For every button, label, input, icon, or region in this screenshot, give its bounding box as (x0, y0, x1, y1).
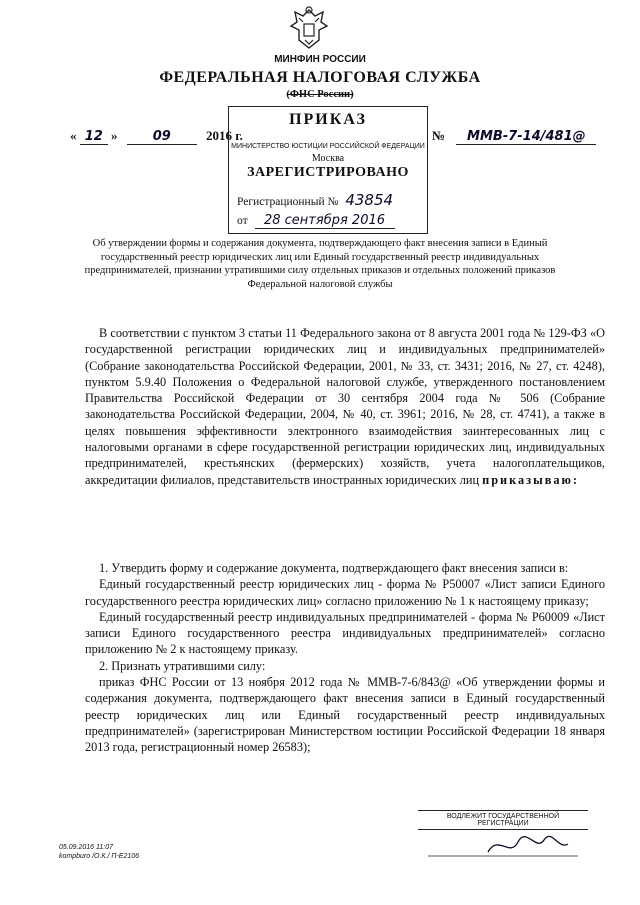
service-abbreviation: (ФНС России) (286, 89, 354, 100)
stamp-reg-number: 43854 (345, 191, 394, 209)
date-month: 09 (127, 129, 197, 145)
preamble-text: В соответствии с пунктом 3 статьи 11 Федерального закона от 8 августа 2001 года № 129-ФЗ «О государственной регистрации юридических лиц и индивидуальных предпринимателей» (Собрание законодательства Российской Федерации, 2001, № 33, ст. 3431; 2016, № 27, ст. 4248), пунктом 5.9.40 Положения о Федеральной налоговой службе, утвержденного постановлением Правительства Российской Федерации от 30 сентября 2004 года № 506 (Собрание законодательства Российской Федерации, 2004, № 40, ст. 3961; 2016, № 28, ст. 4741), а также в целях повышения эффективности электронного взаимодействия заинтересованных лиц с налоговыми органами в сфере государственной регистрации юридических лиц, индивидуальных предпринимателей, крестьянских (фермерских) хозяйств, учета налогоплательщиков, аккредитации филиалов, представительств иностранных юридических лиц (85, 326, 605, 487)
order-subject: Об утверждении формы и содержания документа, подтверждающего факт внесения записи в Единый государственный реестр юридических лиц или Единый государственный реестр индивидуальных предпринимателей, признании утратившими силу отдельных приказов и отдельных положений приказов Федеральной налоговой службы (84, 238, 556, 290)
footer-timestamp: 05.09.2016 11:07 (59, 844, 113, 851)
print-footer (59, 843, 139, 861)
stamp-title: ПРИКАЗ (289, 111, 367, 128)
date-open-quote: « (70, 128, 77, 143)
stamp-reg-label: Регистрационный № (237, 196, 339, 208)
clause-2: 2. Признать утратившими силу: (99, 658, 266, 673)
state-emblem-icon (285, 4, 333, 52)
stamp-ministry: МИНИСТЕРСТВО ЮСТИЦИИ РОССИЙСКОЙ ФЕДЕРАЦИИ (231, 143, 425, 150)
stamp-city: Москва (311, 153, 345, 164)
preamble-paragraph (85, 325, 605, 488)
sig-stamp-line-1: ВОДЛЕЖИТ ГОСУДАРСТВЕННОЙ (446, 813, 560, 820)
order-date (70, 128, 243, 145)
state-registration-stamp (418, 810, 588, 862)
stamp-date-label: от (237, 215, 248, 227)
date-close-quote: » (111, 128, 118, 143)
stamp-reg-date: 28 сентября 2016 (255, 213, 395, 229)
ministry-name: МИНФИН РОССИИ (274, 54, 366, 65)
order-clauses (85, 560, 605, 756)
stamp-reg-number-row (237, 191, 393, 209)
order-number-value: ММВ-7-14/481@ (456, 129, 596, 145)
stamp-registered: ЗАРЕГИСТРИРОВАНО (247, 165, 409, 180)
date-day: 12 (80, 129, 108, 145)
footer-author: kompburo /О.К./ П-Е2106 (59, 853, 140, 860)
clause-2-item-1: приказ ФНС России от 13 ноября 2012 года № ММВ-7-6/843@ «Об утверждении формы и содержания документа, подтверждающего факт внесения записи в Единый государственный реестр юридических лиц или Единый государственный реестр индивидуальных предпринимателей» (зарегистрирован Министерством юстиции Российской Федерации 18 января 2013 года, регистрационный номер 26583); (85, 675, 605, 755)
service-name: ФЕДЕРАЛЬНАЯ НАЛОГОВАЯ СЛУЖБА (159, 69, 481, 86)
clause-1-item-1: Единый государственный реестр юридических лиц - форма № Р50007 «Лист записи Единого государственного реестра юридических лиц» согласно приложению № 1 к настоящему приказу; (85, 577, 605, 608)
registration-stamp (228, 106, 428, 234)
clause-1-item-2: Единый государственный реестр индивидуальных предпринимателей - форма № Р60009 «Лист записи Единого государственного реестра индивидуальных предпринимателей» согласно приложению № 2 к настоящему приказу. (85, 609, 605, 657)
order-number (432, 128, 596, 145)
order-body (85, 325, 605, 488)
sig-stamp-line-2: РЕГИСТРАЦИИ (477, 820, 529, 827)
signature-icon (418, 830, 588, 860)
number-sign: № (432, 128, 446, 143)
stamp-date-row (237, 213, 395, 229)
clause-1: 1. Утвердить форму и содержание документа, подтверждающего факт внесения записи в: (99, 561, 569, 575)
date-year: 2016 г. (206, 128, 243, 143)
preamble-decree: приказываю: (482, 472, 580, 487)
